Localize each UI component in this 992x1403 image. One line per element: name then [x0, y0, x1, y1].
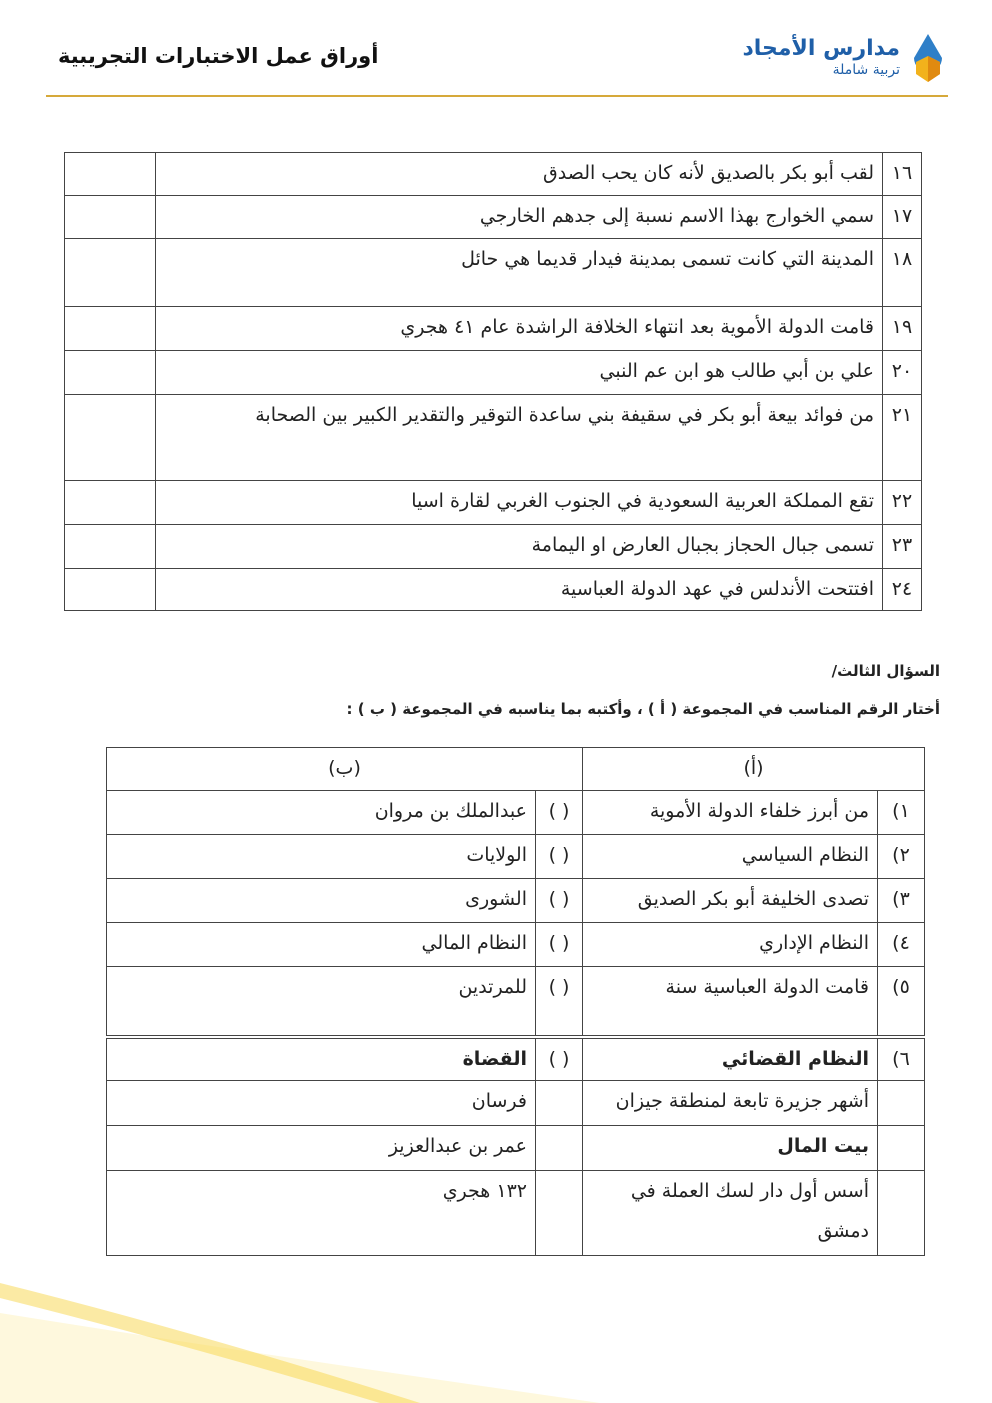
answer-cell[interactable] [65, 307, 156, 351]
answer-cell[interactable] [65, 569, 156, 611]
group-a-item: بيت المال [583, 1126, 878, 1171]
statement-row [65, 153, 922, 196]
statement-row [65, 351, 922, 395]
matching-row [107, 879, 925, 923]
statement-text: سمي الخوارج بهذا الاسم نسبة إلى جدهم الخارجي [156, 196, 883, 239]
group-b-item: فرسان [107, 1081, 536, 1126]
column-a-header: (أ) [583, 748, 925, 791]
question-title: السؤال الثالث/ [831, 662, 940, 680]
group-b-item: عبدالملك بن مروان [107, 791, 536, 835]
logo-tagline: تربية شاملة [832, 62, 900, 78]
statement-row [65, 239, 922, 307]
statement-number: ٢٤ [883, 569, 922, 611]
statement-text: علي بن أبي طالب هو ابن عم النبي [156, 351, 883, 395]
answer-cell[interactable] [65, 196, 156, 239]
statement-text: لقب أبو بكر بالصديق لأنه كان يحب الصدق [156, 153, 883, 196]
header-divider [46, 95, 948, 97]
statement-row [65, 307, 922, 351]
group-b-item: عمر بن عبدالعزيز [107, 1126, 536, 1171]
question-instruction: أختار الرقم المناسب في المجموعة ( أ ) ، وأكتبه بما يناسبه في المجموعة ( ب ) : [346, 700, 940, 718]
group-b-item: القضاة [107, 1037, 536, 1081]
answer-cell[interactable] [65, 481, 156, 525]
group-b-item: ١٣٢ هجري [107, 1171, 536, 1256]
group-b-item: النظام المالي [107, 923, 536, 967]
statement-text: تقع المملكة العربية السعودية في الجنوب الغربي لقارة اسيا [156, 481, 883, 525]
statement-text: من فوائد بيعة أبو بكر في سقيفة بني ساعدة التوقير والتقدير الكبير بين الصحابة [156, 395, 883, 481]
matching-row [107, 835, 925, 879]
group-a-item: تصدى الخليفة أبو بكر الصديق [583, 879, 878, 923]
school-logo [742, 32, 948, 84]
answer-blank[interactable]: ( ) [536, 967, 583, 1037]
statement-number: ١٧ [883, 196, 922, 239]
statement-row [65, 395, 922, 481]
matching-header-row [107, 748, 925, 791]
answer-blank[interactable]: ( ) [536, 835, 583, 879]
group-a-item: قامت الدولة العباسية سنة [583, 967, 878, 1037]
answer-cell[interactable] [65, 351, 156, 395]
statement-row [65, 481, 922, 525]
item-number [878, 1126, 925, 1171]
logo-name: مدارس الأمجاد [742, 36, 900, 61]
statement-text: قامت الدولة الأموية بعد انتهاء الخلافة الراشدة عام ٤١ هجري [156, 307, 883, 351]
group-a-item: النظام القضائي [583, 1037, 878, 1081]
logo-drop-icon [908, 32, 948, 84]
matching-row [107, 1126, 925, 1171]
statement-number: ٢٢ [883, 481, 922, 525]
group-a-item: من أبرز خلفاء الدولة الأموية [583, 791, 878, 835]
group-b-item: الشورى [107, 879, 536, 923]
group-a-item: النظام الإداري [583, 923, 878, 967]
statement-row [65, 525, 922, 569]
statement-number: ١٦ [883, 153, 922, 196]
statement-number: ٢٠ [883, 351, 922, 395]
answer-blank[interactable] [536, 1081, 583, 1126]
item-number: ٤) [878, 923, 925, 967]
group-a-item: أسس أول دار لسك العملة في دمشق [583, 1171, 878, 1256]
item-number: ٢) [878, 835, 925, 879]
answer-blank[interactable] [536, 1126, 583, 1171]
answer-cell[interactable] [65, 239, 156, 307]
answer-cell[interactable] [65, 153, 156, 196]
statement-row [65, 196, 922, 239]
item-number: ٦) [878, 1037, 925, 1081]
matching-row [107, 923, 925, 967]
statement-number: ١٩ [883, 307, 922, 351]
item-number: ٥) [878, 967, 925, 1037]
statement-text: تسمى جبال الحجاز بجبال العارض او اليمامة [156, 525, 883, 569]
true-false-table [64, 152, 922, 611]
matching-row [107, 1081, 925, 1126]
statement-number: ٢١ [883, 395, 922, 481]
answer-blank[interactable]: ( ) [536, 791, 583, 835]
matching-table [106, 747, 925, 1256]
item-number [878, 1081, 925, 1126]
statement-text: المدينة التي كانت تسمى بمدينة فيدار قديما هي حائل [156, 239, 883, 307]
item-number [878, 1171, 925, 1256]
item-number: ٣) [878, 879, 925, 923]
column-b-header: (ب) [107, 748, 583, 791]
matching-row [107, 1037, 925, 1081]
answer-cell[interactable] [65, 395, 156, 481]
answer-blank[interactable]: ( ) [536, 923, 583, 967]
group-b-item: الولايات [107, 835, 536, 879]
page-title: أوراق عمل الاختبارات التجريبية [58, 44, 379, 68]
statement-text: افتتحت الأندلس في عهد الدولة العباسية [156, 569, 883, 611]
group-a-item: أشهر جزيرة تابعة لمنطقة جيزان [583, 1081, 878, 1126]
group-a-item: النظام السياسي [583, 835, 878, 879]
answer-blank[interactable] [536, 1171, 583, 1256]
statement-number: ٢٣ [883, 525, 922, 569]
matching-row [107, 1171, 925, 1256]
decorative-swoosh [0, 1263, 600, 1403]
item-number: ١) [878, 791, 925, 835]
answer-cell[interactable] [65, 525, 156, 569]
group-b-item: للمرتدين [107, 967, 536, 1037]
matching-row [107, 967, 925, 1037]
answer-blank[interactable]: ( ) [536, 1037, 583, 1081]
statement-number: ١٨ [883, 239, 922, 307]
statement-row [65, 569, 922, 611]
answer-blank[interactable]: ( ) [536, 879, 583, 923]
matching-row [107, 791, 925, 835]
